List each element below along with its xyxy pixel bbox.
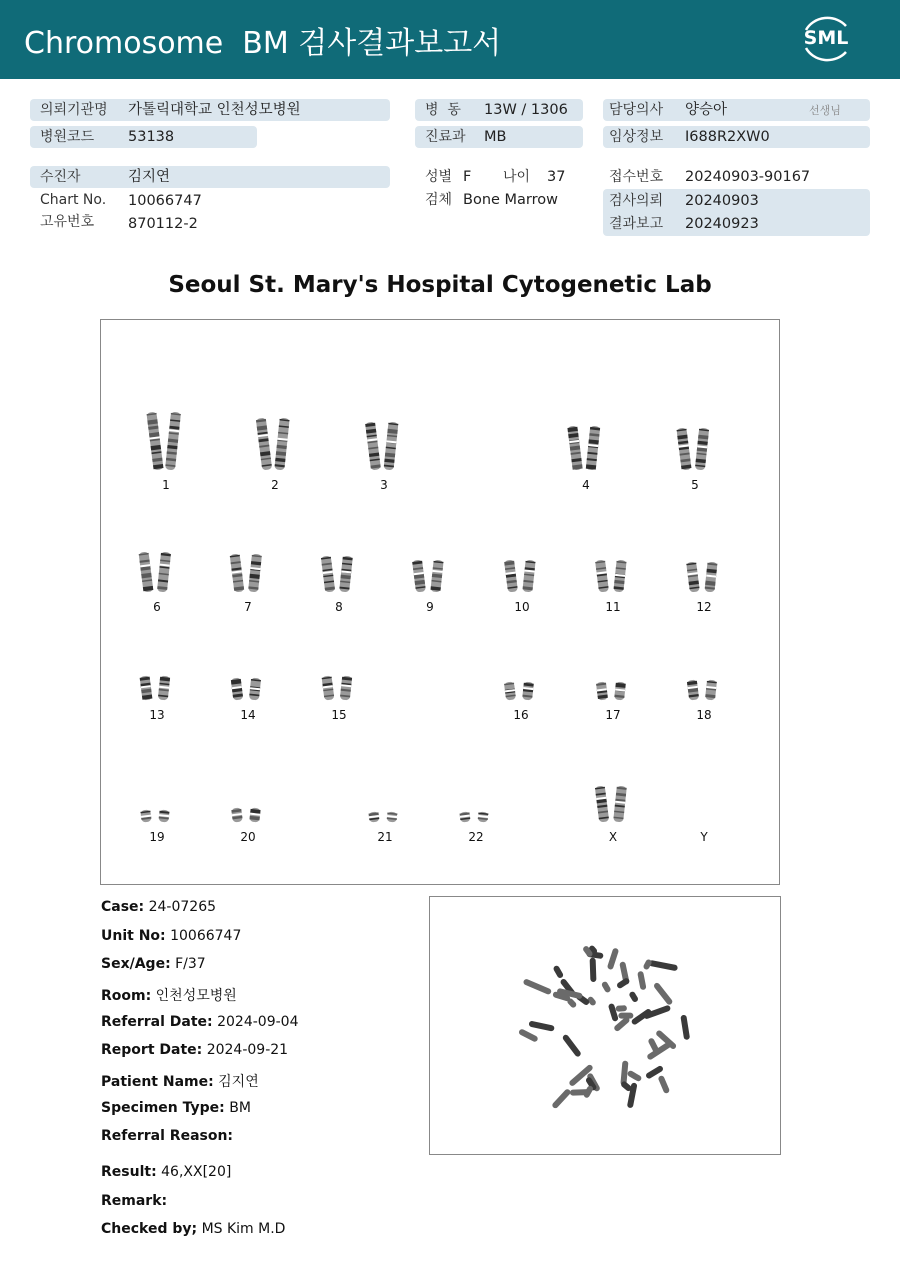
report-value: 20240923 <box>685 216 759 232</box>
chromosome-label-6: 6 <box>153 600 161 614</box>
doctor-suffix: 선생님 <box>809 104 841 117</box>
chromosome-pair-13 <box>134 674 180 702</box>
chromosome-label-22: 22 <box>468 830 484 844</box>
chromosome-label-7: 7 <box>244 600 252 614</box>
chromosome-pair-20 <box>225 806 271 824</box>
chromosome-pair-5 <box>672 426 718 472</box>
referral-date-value: 2024-09-04 <box>217 1014 299 1030</box>
metaphase-image <box>430 897 780 1154</box>
room-label: Room: <box>101 988 152 1004</box>
chromosome-label-20: 20 <box>240 830 256 844</box>
report-header <box>0 0 900 79</box>
metaphase-chromosome <box>590 958 597 983</box>
chromosome-label-Y: Y <box>700 830 708 844</box>
case-value: 24-07265 <box>148 899 217 915</box>
clinical-label: 임상정보 <box>609 129 664 145</box>
specimen-label: 검체 <box>425 192 453 208</box>
result-value: 46,XX[20] <box>161 1164 232 1180</box>
chromosome-label-5: 5 <box>691 478 699 492</box>
chromosome-label-X: X <box>608 830 618 844</box>
metaphase-chromosome <box>628 991 639 1003</box>
chromosome-label-4: 4 <box>582 478 590 492</box>
chromosome-label-15: 15 <box>331 708 347 722</box>
specimen-type-label: Specimen Type: <box>101 1100 225 1116</box>
specimen-type-value: BM <box>229 1100 251 1116</box>
metaphase-chromosome <box>523 978 553 995</box>
metaphase-chromosome <box>552 965 564 979</box>
chromosome-pair-8 <box>316 554 362 594</box>
chromosome-label-11: 11 <box>605 600 621 614</box>
chromosome-pair-12 <box>681 560 727 594</box>
doctor-value: 양승아 <box>685 102 728 118</box>
result-row <box>101 1164 231 1180</box>
sexage-value: F/37 <box>175 956 206 972</box>
chromosome-label-21: 21 <box>377 830 393 844</box>
clinical-value: I688R2XW0 <box>685 129 770 145</box>
chromosome-label-19: 19 <box>149 830 165 844</box>
sex-label: 성별 <box>425 169 453 185</box>
metaphase-chromosome <box>680 1015 690 1041</box>
reason-label: Referral Reason: <box>101 1128 234 1144</box>
patient-name-label: 수진자 <box>40 169 81 185</box>
metaphase-chromosome <box>627 1070 643 1083</box>
checked-label: Checked by; <box>101 1221 198 1237</box>
chromosome-pair-16 <box>498 680 544 702</box>
unique-no-value: 870112-2 <box>128 216 198 232</box>
chromosome-pair-19 <box>134 808 180 824</box>
specimen-row <box>101 1100 251 1116</box>
checked-row <box>101 1221 285 1237</box>
metaphase-chromosome <box>562 1034 582 1058</box>
chart-no-label: Chart No. <box>40 192 107 208</box>
institution-value: 가톨릭대학교 인천성모병원 <box>128 102 301 118</box>
chromosome-label-13: 13 <box>149 708 165 722</box>
hospital-code-value: 53138 <box>128 129 175 145</box>
lab-title: Seoul St. Mary's Hospital Cytogenetic Lab <box>168 272 712 298</box>
chromosome-pair-22 <box>453 810 499 824</box>
metaphase-chromosome <box>653 982 674 1006</box>
metaphase-chromosome <box>648 960 678 971</box>
request-value: 20240903 <box>685 193 759 209</box>
chromosome-pair-18 <box>681 678 727 702</box>
dept-value: MB <box>484 129 507 145</box>
chromosome-pair-17 <box>590 680 636 702</box>
metaphase-chromosome <box>615 1005 627 1012</box>
chromosome-pair-7 <box>225 552 271 594</box>
chromosome-label-16: 16 <box>513 708 529 722</box>
pill-patient-name <box>30 166 390 188</box>
report-date-value: 2024-09-21 <box>206 1042 289 1058</box>
chromosome-pair-10 <box>499 558 545 594</box>
receipt-value: 20240903-90167 <box>685 169 811 185</box>
sex-value: F <box>463 169 472 185</box>
report-date-label: Report Date: <box>101 1042 203 1058</box>
chromosome-label-1: 1 <box>162 478 170 492</box>
sml-logo <box>798 12 854 66</box>
metaphase-chromosome <box>607 947 619 970</box>
ward-label: 병 동 <box>425 102 461 118</box>
unit-value: 10066747 <box>170 928 242 944</box>
chromosome-pair-2 <box>252 416 298 472</box>
result-label: Result: <box>101 1164 157 1180</box>
chromosome-pair-14 <box>225 676 271 702</box>
institution-label: 의뢰기관명 <box>40 102 108 118</box>
dept-label: 진료과 <box>425 129 466 145</box>
chromosome-label-8: 8 <box>335 600 343 614</box>
chromosome-pair-1 <box>143 410 189 472</box>
referral-date-label: Referral Date: <box>101 1014 213 1030</box>
sexage-row <box>101 956 206 972</box>
patient-name-row-value: 김지연 <box>218 1074 259 1090</box>
unit-row <box>101 928 241 944</box>
request-label: 검사의뢰 <box>609 193 664 209</box>
chromosome-label-2: 2 <box>271 478 279 492</box>
reason-row <box>101 1128 233 1144</box>
doctor-label: 담당의사 <box>609 102 664 118</box>
case-label: Case: <box>101 899 145 915</box>
patient-name-value: 김지연 <box>128 169 171 185</box>
metaphase-chromosome <box>551 1088 572 1109</box>
unique-no-label: 고유번호 <box>40 214 95 230</box>
unit-label: Unit No: <box>101 928 166 944</box>
remark-label: Remark: <box>101 1193 168 1209</box>
metaphase-chromosome <box>657 1075 670 1094</box>
age-value: 37 <box>547 169 566 185</box>
metaphase-chromosome <box>601 981 612 994</box>
chromosome-label-9: 9 <box>426 600 434 614</box>
receipt-label: 접수번호 <box>609 169 664 185</box>
chromosome-pair-15 <box>316 674 362 702</box>
metaphase-chromosome <box>518 1028 539 1043</box>
chromosome-label-10: 10 <box>514 600 530 614</box>
chromosome-label-3: 3 <box>380 478 388 492</box>
metaphase-chromosome <box>637 971 646 991</box>
chromosome-pair-3 <box>361 420 407 472</box>
metaphase-chromosome <box>528 1020 554 1031</box>
room-row <box>101 985 237 1005</box>
age-label: 나이 <box>503 169 531 185</box>
logo-text: SML <box>803 27 849 49</box>
chromosome-label-14: 14 <box>240 708 256 722</box>
metaphase-chromosome <box>618 1013 633 1019</box>
remark-row <box>101 1193 167 1209</box>
chromosome-pair-9 <box>407 558 453 594</box>
chromosome-pair-21 <box>362 810 408 824</box>
report-label: 결과보고 <box>609 216 664 232</box>
metaphase-box <box>429 896 781 1155</box>
report-title: Chromosome BM 검사결과보고서 <box>24 26 502 61</box>
specimen-value: Bone Marrow <box>463 192 559 208</box>
sexage-label: Sex/Age: <box>101 956 171 972</box>
chart-no-value: 10066747 <box>128 193 202 209</box>
report-date-row <box>101 1042 288 1058</box>
metaphase-chromosome <box>608 1003 619 1022</box>
room-value: 인천성모병원 <box>155 988 237 1004</box>
ward-value: 13W / 1306 <box>484 102 568 118</box>
case-row <box>101 899 216 915</box>
checked-value: MS Kim M.D <box>201 1221 286 1237</box>
chromosome-pair-X <box>590 784 636 824</box>
hospital-code-label: 병원코드 <box>40 129 95 145</box>
chromosome-pair-6 <box>134 550 180 594</box>
chromosome-pair-4 <box>563 424 609 472</box>
patient-name-row <box>101 1071 259 1091</box>
chromosome-label-18: 18 <box>696 708 712 722</box>
chromosome-label-12: 12 <box>696 600 712 614</box>
patient-name-row-label: Patient Name: <box>101 1074 214 1090</box>
referral-date-row <box>101 1014 298 1030</box>
chromosome-label-17: 17 <box>605 708 621 722</box>
chromosome-pair-11 <box>590 558 636 594</box>
